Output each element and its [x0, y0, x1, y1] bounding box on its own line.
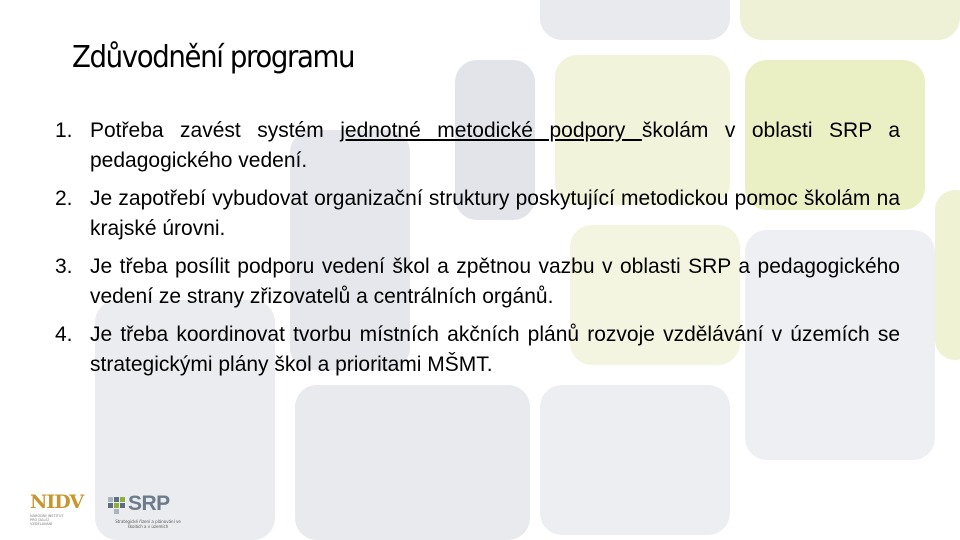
- nidv-logo-subtitle: NÁRODNÍ INSTITUT PRO DALŠÍ VZDĚLÁVÁNÍ: [30, 514, 64, 526]
- srp-logo-mark: SRP: [128, 492, 170, 515]
- list-item-text: Je třeba koordinovat tvorbu místních akčních plánů rozvoje vzdělávání v územích se strategickými plány škol a prioritami MŠMT.: [90, 323, 900, 376]
- list-item-text: Je třeba posílit podporu vedení škol a zpětnou vazbu v oblasti SRP a pedagogického vedení ze strany zřizovatelů a centrálních orgánů.: [90, 255, 900, 308]
- list-item: [55, 252, 900, 312]
- background-tile: [935, 190, 960, 360]
- list-item-number: 1.: [55, 119, 73, 142]
- background-tile: [540, 0, 730, 40]
- list-item-number: 3.: [55, 255, 73, 278]
- list-item-text: školám v oblasti SRP a pedagogického vedení.: [90, 119, 900, 172]
- list-item: [55, 116, 900, 176]
- background-tile: [295, 385, 530, 540]
- slide-title: Zdůvodnění programu: [72, 40, 355, 75]
- list-item-number: 4.: [55, 323, 73, 346]
- reasons-list: [55, 116, 900, 388]
- nidv-logo-mark: NIDV: [30, 491, 84, 513]
- list-item-emphasis: jednotné metodické podpory: [340, 119, 642, 142]
- srp-logo: [108, 494, 198, 538]
- srp-logo-squares-icon: [108, 497, 126, 513]
- list-item-text: Potřeba zavést systém: [90, 119, 341, 142]
- list-item-number: 2.: [55, 187, 73, 210]
- background-tile: [540, 385, 730, 535]
- srp-logo-subtitle: Strategické řízení a plánování ve školách a v územích: [115, 519, 181, 529]
- list-item: [55, 320, 900, 380]
- nidv-logo: [30, 492, 85, 536]
- list-item-text: Je zapotřebí vybudovat organizační struktury poskytující metodickou pomoc školám na krajské úrovni.: [90, 187, 900, 240]
- background-tile: [740, 0, 960, 40]
- list-item: [55, 184, 900, 244]
